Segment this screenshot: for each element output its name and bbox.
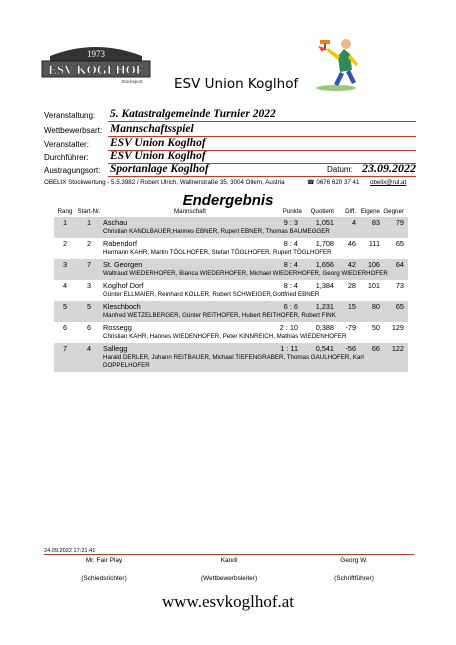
cell-gegner: 122 <box>391 344 404 353</box>
date-value: 23.09.2022 <box>362 161 416 175</box>
logo-sub: Stocksport <box>121 79 143 84</box>
cell-diff: -56 <box>345 344 356 353</box>
table-row <box>54 301 408 322</box>
cell-punkte: 6 : 6 <box>283 302 298 311</box>
signature-referee: Mr. Fair Play <box>85 557 123 564</box>
team-players: Waltraud WIEDERHOFER, Bianca WIEDERHOFER, Michael WIEDERHOFER, Georg WIEDERHOFER <box>103 270 388 277</box>
results-table <box>54 208 408 372</box>
cell-gegner: 129 <box>391 323 404 332</box>
team-players: Hermann KAHR, Martin TÖGLHOFER, Stefan TÖGLHOFER, Rupert TÖGLHOFER <box>103 249 332 256</box>
cell-quotient: 1,231 <box>315 302 334 311</box>
role-secretary: (Schriftführer) <box>334 575 374 582</box>
cell-diff: 28 <box>347 281 356 290</box>
email-link[interactable]: obelix@rul.at <box>370 179 407 186</box>
team-players: Christian KANDLBAUER,Hannes EBNER, Rupert EBNER, Thomas BAUMEGGER <box>103 228 330 235</box>
cell-punkte: 8 : 4 <box>283 239 298 248</box>
cell-eigene: 111 <box>368 239 380 248</box>
cell-diff: 15 <box>347 302 356 311</box>
cell-quotient: 1,384 <box>315 281 334 290</box>
cell-start: 6 <box>86 323 92 332</box>
info-value-venue: Sportanlage Koglhof <box>110 163 209 175</box>
cell-rang: 2 <box>62 239 68 248</box>
cell-punkte: 8 : 4 <box>283 260 298 269</box>
signature-secretary: Georg W. <box>340 557 368 564</box>
logo-year: 1973 <box>87 49 105 59</box>
info-label-venue: Austragungsort: <box>44 166 101 175</box>
cell-team: Rabendorf <box>103 239 138 248</box>
cell-start: 2 <box>86 239 92 248</box>
cell-punkte: 2 : 10 <box>279 323 298 332</box>
info-value-event: 5. Katastralgemeinde Turnier 2022 <box>110 108 276 120</box>
cell-diff: 4 <box>351 218 356 227</box>
cell-diff: -79 <box>345 323 356 332</box>
header-eigene: Eigene <box>360 208 380 215</box>
info-label-executor: Durchführer: <box>44 153 89 162</box>
team-players: Manfred WETZELBERGER, Günter REITHOFER, Hubert REITHOFER, Robert FINK <box>103 312 336 319</box>
cell-rang: 5 <box>62 302 68 311</box>
info-value-organizer: ESV Union Koglhof <box>110 137 206 149</box>
cell-rang: 1 <box>62 218 68 227</box>
cell-gegner: 79 <box>395 218 404 227</box>
cell-start: 5 <box>86 302 92 311</box>
cell-punkte: 8 : 4 <box>283 281 298 290</box>
team-players: Harald DERLER, Johann REITBAUER, Michael TIEFENGRABER, Thomas GAULHOFER, Karl DOPPELHOFER <box>103 354 364 369</box>
club-logo <box>40 42 152 84</box>
cell-team: Kleschboch <box>103 302 141 311</box>
info-value-type: Mannschaftsspiel <box>110 123 194 135</box>
footer-divider <box>44 554 414 555</box>
role-leader: (Wettbewerbsleiter) <box>200 575 258 582</box>
role-referee: (Schiedsrichter) <box>81 575 127 582</box>
cell-quotient: 0,541 <box>315 344 334 353</box>
cell-eigene: 50 <box>371 323 380 332</box>
cell-quotient: 1,708 <box>315 239 334 248</box>
cell-punkte: 9 : 3 <box>283 218 298 227</box>
print-timestamp: 24.09.2022 17:21:41 <box>44 548 96 554</box>
cell-rang: 6 <box>62 323 68 332</box>
results-title: Endergebnis <box>182 192 274 209</box>
cell-eigene: 106 <box>367 260 380 269</box>
cell-eigene: 66 <box>371 344 380 353</box>
table-row <box>54 280 408 301</box>
cell-start: 3 <box>86 281 92 290</box>
underline <box>108 121 416 122</box>
header-quotient: Quotient <box>310 208 334 215</box>
cell-gegner: 73 <box>395 281 404 290</box>
cell-eigene: 80 <box>371 302 380 311</box>
underline <box>108 176 416 177</box>
header-gegner: Gegner <box>383 208 404 215</box>
cell-rang: 7 <box>62 344 68 353</box>
table-row <box>54 259 408 280</box>
header-rang: Rang <box>57 208 73 215</box>
cell-diff: 46 <box>347 239 356 248</box>
cell-start: 4 <box>86 344 92 353</box>
software-line: OBELIX Stockwertung - 5.5.3982 / Robert Ulrich, Wallnerstraße 35, 3004 Ollern, Austria <box>44 179 285 186</box>
header-diff: Diff. <box>345 208 356 215</box>
info-label-type: Wettbewerbsart: <box>44 126 103 135</box>
phone: ☎ 0676 620 37 41 <box>307 179 360 186</box>
cell-team: Koglhof Dorf <box>103 281 144 290</box>
cell-gegner: 65 <box>395 239 404 248</box>
team-players: Günter ELLMAIER, Reinhard KOLLER, Robert SCHWEIGER,Gottfried EBNER <box>103 291 320 298</box>
table-row <box>54 343 408 372</box>
date-label: Datum: <box>327 165 353 174</box>
cell-eigene: 83 <box>371 218 380 227</box>
cell-rang: 3 <box>62 260 68 269</box>
info-value-executor: ESV Union Koglhof <box>110 150 206 162</box>
table-header <box>54 208 408 217</box>
cell-team: St. Georgen <box>103 260 143 269</box>
table-row <box>54 322 408 343</box>
cell-eigene: 101 <box>367 281 380 290</box>
table-row <box>54 238 408 259</box>
cell-quotient: 0,388 <box>315 323 334 332</box>
cell-gegner: 65 <box>395 302 404 311</box>
cell-punkte: 1 : 11 <box>280 344 298 353</box>
info-label-organizer: Veranstalter: <box>44 140 89 149</box>
cell-start: 1 <box>86 218 92 227</box>
header-team: Mannschaft <box>174 208 206 215</box>
cell-team: Aschau <box>103 218 128 227</box>
website-url[interactable]: www.esvkoglhof.at <box>161 592 295 611</box>
cell-rang: 4 <box>62 281 68 290</box>
logo-text: ESV KOGLHOF <box>48 62 144 77</box>
cell-diff: 42 <box>347 260 356 269</box>
cell-team: Sallegg <box>103 344 128 353</box>
header-start: Start-Nr. <box>77 208 101 215</box>
signature-leader: Kandi <box>220 557 238 564</box>
cell-quotient: 1,656 <box>315 260 334 269</box>
cell-quotient: 1,051 <box>315 218 334 227</box>
cell-team: Rossegg <box>103 323 132 332</box>
curler-illustration <box>306 32 370 92</box>
org-title: ESV Union Koglhof <box>174 76 299 92</box>
table-row <box>54 217 408 238</box>
cell-start: 7 <box>86 260 92 269</box>
header-punkte: Punkte <box>282 208 302 215</box>
team-players: Christian KAHR, Hannes WIEDENHOFER, Peter KINNREICH, Mathias WIEDENHOFER <box>103 333 347 340</box>
cell-gegner: 64 <box>395 260 404 269</box>
info-label-event: Veranstaltung: <box>44 111 96 120</box>
